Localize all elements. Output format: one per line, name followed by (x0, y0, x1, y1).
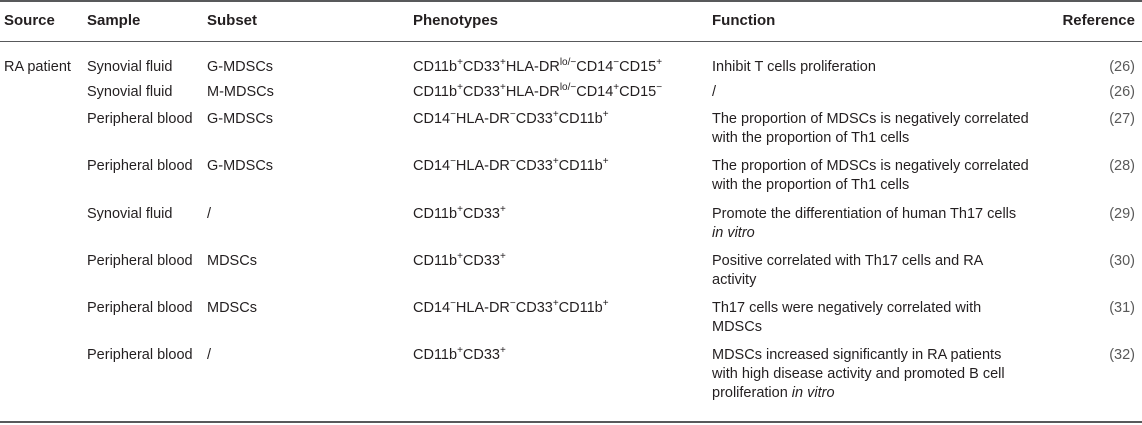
reference-cell: (28) (1109, 158, 1135, 174)
superscript: − (509, 156, 516, 167)
sample-cell: Synovial fluid (87, 206, 173, 222)
phenotype-cell (413, 58, 662, 77)
superscript: − (509, 109, 516, 120)
superscript: + (552, 156, 559, 167)
text-segment: HLA-DR (455, 158, 510, 174)
bottom-rule (0, 421, 1142, 423)
function-cell (712, 299, 1030, 337)
top-rule (0, 0, 1142, 2)
reference-cell: (26) (1109, 84, 1135, 100)
text-segment: CD15 (619, 59, 657, 75)
text-segment: HLA-DR (505, 59, 560, 75)
function-cell (712, 58, 1030, 77)
function-cell (712, 83, 1030, 102)
phenotype-cell (413, 205, 506, 224)
header-rule (0, 41, 1142, 42)
text-segment: CD33 (462, 59, 500, 75)
text-segment: CD11b (558, 158, 603, 174)
phenotype-cell (413, 346, 506, 365)
text-segment: / (712, 84, 717, 100)
sample-cell: Synovial fluid (87, 59, 173, 75)
text-segment: HLA-DR (455, 300, 510, 316)
phenotype-cell (413, 110, 609, 129)
superscript: + (499, 82, 506, 93)
text-segment: MDSCs increased significantly in RA patients with high disease activity and promoted B cell proliferation (712, 347, 1005, 401)
text-segment: Promote the differentiation of human Th17 cells (712, 206, 1017, 222)
text-segment: CD33 (515, 111, 553, 127)
subset-cell: M-MDSCs (207, 84, 274, 100)
text-segment: CD33 (515, 300, 553, 316)
header-subset: Subset (207, 12, 258, 29)
superscript: + (457, 251, 463, 262)
superscript: − (450, 298, 456, 309)
superscript: + (499, 204, 506, 215)
text-segment: CD33 (462, 84, 500, 100)
text-segment: Th17 cells were negatively correlated with MDSCs (712, 300, 982, 335)
text-segment: CD33 (515, 158, 553, 174)
text-segment: CD33 (462, 347, 500, 363)
function-cell (712, 110, 1030, 148)
subset-cell: / (207, 347, 212, 363)
text-segment: CD11b (413, 253, 458, 269)
text-segment: HLA-DR (455, 111, 510, 127)
sample-cell: Synovial fluid (87, 84, 173, 100)
superscript: − (450, 109, 456, 120)
header-reference: Reference (1062, 12, 1135, 29)
source-cell: RA patient (4, 59, 71, 75)
phenotype-cell (413, 83, 662, 102)
superscript: + (656, 57, 663, 68)
text-segment: CD11b (413, 59, 458, 75)
sample-cell: Peripheral blood (87, 253, 193, 269)
superscript: + (602, 298, 609, 309)
text-segment: CD14 (576, 59, 614, 75)
superscript: + (457, 57, 463, 68)
text-segment: CD33 (462, 253, 500, 269)
text-segment: Inhibit T cells proliferation (712, 59, 876, 75)
superscript: + (602, 109, 609, 120)
text-segment: CD14 (413, 158, 451, 174)
reference-cell: (27) (1109, 111, 1135, 127)
function-cell (712, 252, 1030, 290)
superscript: + (457, 345, 463, 356)
subset-cell: G-MDSCs (207, 111, 274, 127)
subset-cell: MDSCs (207, 300, 257, 316)
superscript: lo/− (559, 82, 577, 93)
header-source: Source (4, 12, 55, 29)
superscript: + (457, 82, 463, 93)
phenotype-cell (413, 299, 609, 318)
sample-cell: Peripheral blood (87, 347, 193, 363)
superscript: + (499, 251, 506, 262)
subset-cell: MDSCs (207, 253, 257, 269)
text-segment: CD14 (413, 111, 451, 127)
text-segment: CD11b (413, 206, 458, 222)
sample-cell: Peripheral blood (87, 158, 193, 174)
text-segment: CD11b (558, 300, 603, 316)
text-segment: The proportion of MDSCs is negatively correlated with the proportion of Th1 cells (712, 111, 1029, 146)
text-segment: CD33 (462, 206, 500, 222)
header-sample: Sample (87, 12, 141, 29)
text-segment: The proportion of MDSCs is negatively correlated with the proportion of Th1 cells (712, 158, 1029, 193)
phenotype-cell (413, 252, 506, 271)
reference-cell: (30) (1109, 253, 1135, 269)
superscript: − (450, 156, 456, 167)
function-cell (712, 205, 1030, 243)
text-segment: CD14 (413, 300, 451, 316)
italic-text: in vitro (791, 385, 835, 401)
superscript: + (499, 345, 506, 356)
superscript: + (499, 57, 506, 68)
sample-cell: Peripheral blood (87, 111, 193, 127)
function-cell (712, 346, 1030, 403)
superscript: + (602, 156, 609, 167)
italic-text: in vitro (712, 225, 755, 241)
superscript: − (613, 57, 620, 68)
text-segment: CD11b (558, 111, 603, 127)
text-segment: Positive correlated with Th17 cells and RA activity (712, 253, 983, 288)
reference-cell: (31) (1109, 300, 1135, 316)
text-segment: CD11b (413, 84, 458, 100)
function-cell (712, 157, 1030, 195)
superscript: + (457, 204, 463, 215)
subset-cell: / (207, 206, 212, 222)
superscript: − (656, 82, 663, 93)
superscript: + (552, 298, 559, 309)
reference-cell: (32) (1109, 347, 1135, 363)
text-segment: CD15 (619, 84, 657, 100)
superscript: lo/− (559, 57, 577, 68)
superscript: + (613, 82, 620, 93)
text-segment: CD11b (413, 347, 458, 363)
reference-cell: (29) (1109, 206, 1135, 222)
superscript: + (552, 109, 559, 120)
text-segment: HLA-DR (505, 84, 560, 100)
sample-cell: Peripheral blood (87, 300, 193, 316)
subset-cell: G-MDSCs (207, 158, 274, 174)
subset-cell: G-MDSCs (207, 59, 274, 75)
header-function: Function (712, 12, 776, 29)
reference-cell: (26) (1109, 59, 1135, 75)
phenotype-cell (413, 157, 609, 176)
superscript: − (509, 298, 516, 309)
text-segment: CD14 (576, 84, 614, 100)
header-phenotypes: Phenotypes (413, 12, 499, 29)
